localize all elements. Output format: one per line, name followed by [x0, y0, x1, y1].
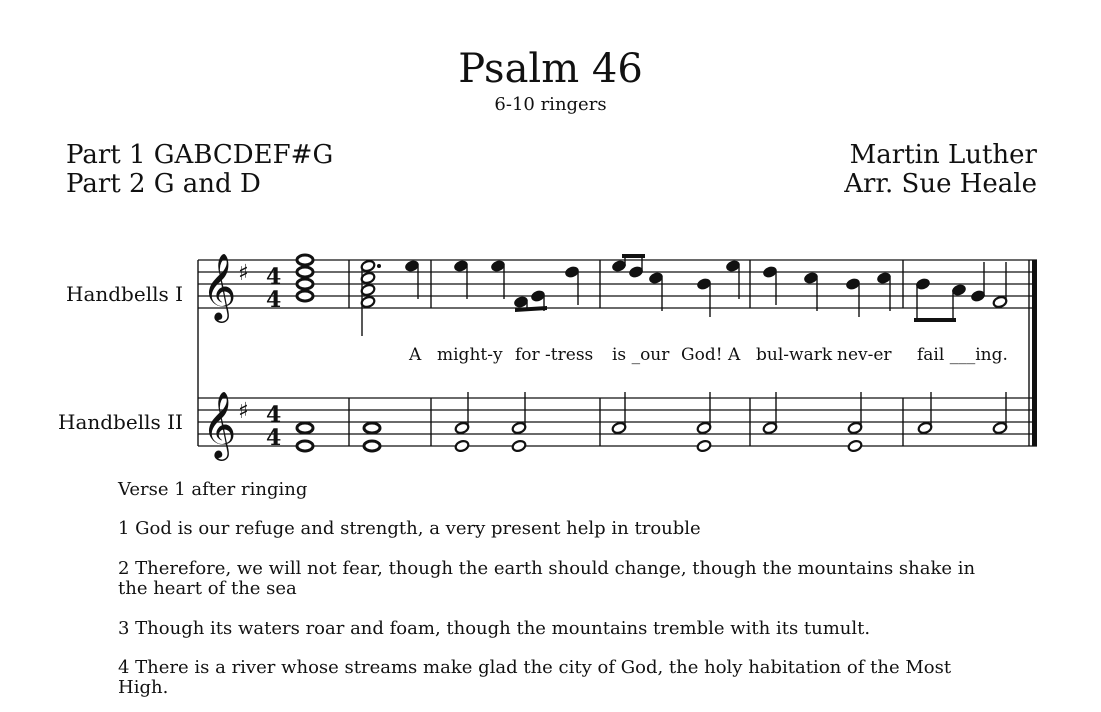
verse-2: 2 Therefore, we will not fear, though the earth should change, though the mountains shake in the heart of the sea: [118, 558, 976, 599]
page-subtitle: 6-10 ringers: [494, 94, 607, 115]
lyric-syllable: A: [409, 345, 422, 365]
note-head: [696, 439, 711, 452]
note-head: [454, 439, 469, 452]
whole-note: [364, 423, 380, 433]
whole-note: [297, 441, 313, 451]
part-2-label: Part 2 G and D: [66, 169, 261, 199]
time-sig-bottom-2: 4: [266, 425, 282, 451]
whole-note: [297, 279, 313, 289]
instrument-handbells-1: Handbells I: [66, 282, 184, 306]
lyric-syllable: A: [728, 345, 741, 365]
note-dot: [377, 264, 381, 268]
lyric-syllable: fail ___ing.: [917, 345, 1008, 365]
verse-intro: Verse 1 after ringing: [118, 479, 308, 500]
verse-1: 1 God is our refuge and strength, a very present help in trouble: [118, 518, 701, 539]
instrument-handbells-2: Handbells II: [58, 410, 183, 434]
key-sharp-1: ♯: [238, 261, 249, 286]
composer: Martin Luther: [849, 140, 1037, 170]
treble-clef-2: 𝄞: [202, 390, 237, 458]
whole-note: [297, 267, 313, 277]
verse-4: 4 There is a river whose streams make glad the city of God, the holy habitation of the Most High.: [118, 657, 952, 698]
arranger: Arr. Sue Heale: [844, 169, 1037, 199]
time-sig-bottom-1: 4: [266, 287, 282, 313]
lyric-syllable: bul-wark: [756, 345, 833, 365]
lyric-syllable: God!: [681, 345, 723, 365]
lyric-syllable: is _our: [612, 345, 670, 365]
whole-note: [297, 255, 313, 265]
key-sharp-2: ♯: [238, 399, 249, 424]
lyric-syllable: might-y: [437, 345, 503, 365]
lyric-syllable: nev-er: [837, 345, 892, 365]
final-barline: [1032, 260, 1037, 446]
whole-note: [297, 423, 313, 433]
staff-handbells-2: [198, 398, 1037, 446]
part-1-label: Part 1 GABCDEF#G: [66, 140, 334, 170]
page-title: Psalm 46: [458, 46, 643, 92]
note-head: [511, 439, 526, 452]
whole-note: [297, 291, 313, 301]
verse-3: 3 Though its waters roar and foam, though the mountains tremble with its tumult.: [118, 618, 871, 639]
note-head: [847, 439, 862, 452]
note-beam: [914, 318, 956, 322]
time-sig-top-1: 4: [266, 264, 282, 290]
whole-note: [364, 441, 380, 451]
time-sig-top-2: 4: [266, 402, 282, 428]
note-beam: [622, 254, 645, 258]
lyric-syllable: for -tress: [515, 345, 594, 365]
treble-clef-1: 𝄞: [202, 252, 237, 320]
